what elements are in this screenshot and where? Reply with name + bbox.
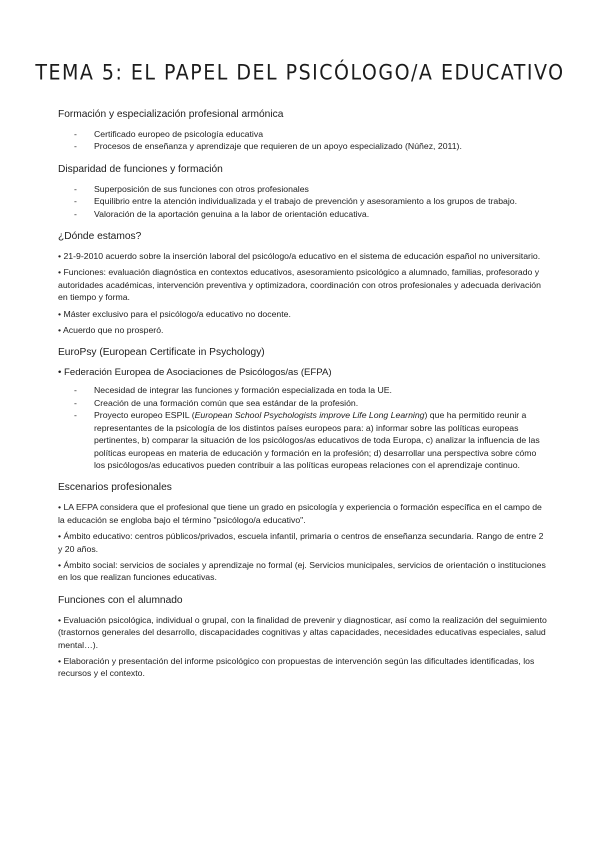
espil-text-end: ) que ha permitido reunir a representantes de la psicología de los distintos países europeos para: a) informar sobre las políticas europeas pertinentes, b) comparar la situación de los psicólogos/as educativos de toda Europa, c) analizar la influencia de las políticas europeas en materia de educación y formación en la profesión; d) desarrollar una perspectiva sobre cómo los psicólogos/as educativos pueden contribuir a las políticas europeas relaciones con el aprendizaje continuo. [94, 410, 540, 470]
efpa-bullet: • Federación Europea de Asociaciones de Psicólogos/as (EFPA) [58, 367, 332, 379]
bullet-paragraph: • Funciones: evaluación diagnóstica en contextos educativos, asesoramiento psicológico a alumnado, familias, profesorado y autoridades académicas, intervención preventiva y optimizadora, coordinación con otros profesionales y adecuada derivación en tiempo y forma. [58, 267, 541, 303]
list-item: - Necesidad de integrar las funciones y formación especializada en toda la UE. [94, 384, 548, 396]
dash-list [58, 384, 548, 471]
list-item: - Creación de una formación común que sea estándar de la profesión. [94, 397, 548, 409]
list-item-espil [94, 409, 548, 471]
section-heading: EuroPsy (European Certificate in Psychology) [58, 347, 265, 359]
section-formacion [58, 108, 548, 153]
bullet-paragraph: • Ámbito educativo: centros públicos/privados, escuela infantil, primaria o centros de enseñanza secundaria. Rango de entre 2 y 20 años. [58, 531, 544, 554]
page-title: TEMA 5: EL PAPEL DEL PSICÓLOGO/A EDUCATIVO [35, 60, 565, 86]
list-item: - Equilibrio entre la atención individualizada y el trabajo de prevención y asesoramiento a los grupos de trabajo. [94, 195, 548, 207]
bullet-paragraph: • LA EFPA considera que el profesional que tiene un grado en psicología y experiencia o formación específica en el campo de la educación se engloba bajo el término "psicólogo/a educativo". [58, 502, 542, 525]
section-donde [58, 230, 548, 336]
list-item: - Superposición de sus funciones con otros profesionales [94, 183, 548, 195]
bullet-paragraph: • Ámbito social: servicios de sociales y aprendizaje no formal (ej. Servicios municipales, servicios de orientación o instituciones en los que realizan funciones educativas. [58, 559, 546, 583]
list-item: - Valoración de la aportación genuina a la labor de orientación educativa. [94, 208, 548, 220]
section-europsy [58, 346, 548, 471]
list-item: - Procesos de enseñanza y aprendizaje que requieren de un apoyo especializado (Núñez, 2011). [94, 140, 548, 152]
section-heading: ¿Dónde estamos? [58, 231, 142, 243]
espil-text-start: Proyecto europeo ESPIL ( [94, 410, 195, 421]
section-disparidad [58, 163, 548, 220]
document-body [58, 108, 548, 684]
dash-list [58, 128, 548, 153]
section-heading: Formación y especialización profesional armónica [58, 109, 284, 120]
section-heading: Escenarios profesionales [58, 482, 172, 494]
section-funciones [58, 594, 548, 680]
section-escenarios [58, 481, 548, 583]
bullet-paragraph: • 21-9-2010 acuerdo sobre la inserción laboral del psicólogo/a educativo en el sistema de educación español no universitario. [58, 251, 541, 262]
dash-list [58, 183, 548, 220]
bullet-paragraph: • Elaboración y presentación del informe psicológico con propuestas de intervención según las dificultades identificadas, los recursos y el contexto. [58, 655, 535, 679]
section-heading: Disparidad de funciones y formación [58, 163, 223, 175]
bullet-paragraph: • Evaluación psicológica, individual o grupal, con la finalidad de prevenir y diagnosticar, así como la realización del seguimiento (trastornos generales del desarrollo, discapacidades cognitivas y altas capacidades, necesidades educativas especiales, salud mental…). [58, 614, 547, 650]
list-item: - Certificado europeo de psicología educativa [94, 128, 548, 140]
espil-italic-title: European School Psychologists improve Life Long Learning [194, 410, 425, 421]
bullet-paragraph: • Acuerdo que no prosperó. [58, 325, 164, 336]
section-heading: Funciones con el alumnado [58, 594, 183, 606]
bullet-paragraph: • Máster exclusivo para el psicólogo/a educativo no docente. [58, 308, 291, 319]
